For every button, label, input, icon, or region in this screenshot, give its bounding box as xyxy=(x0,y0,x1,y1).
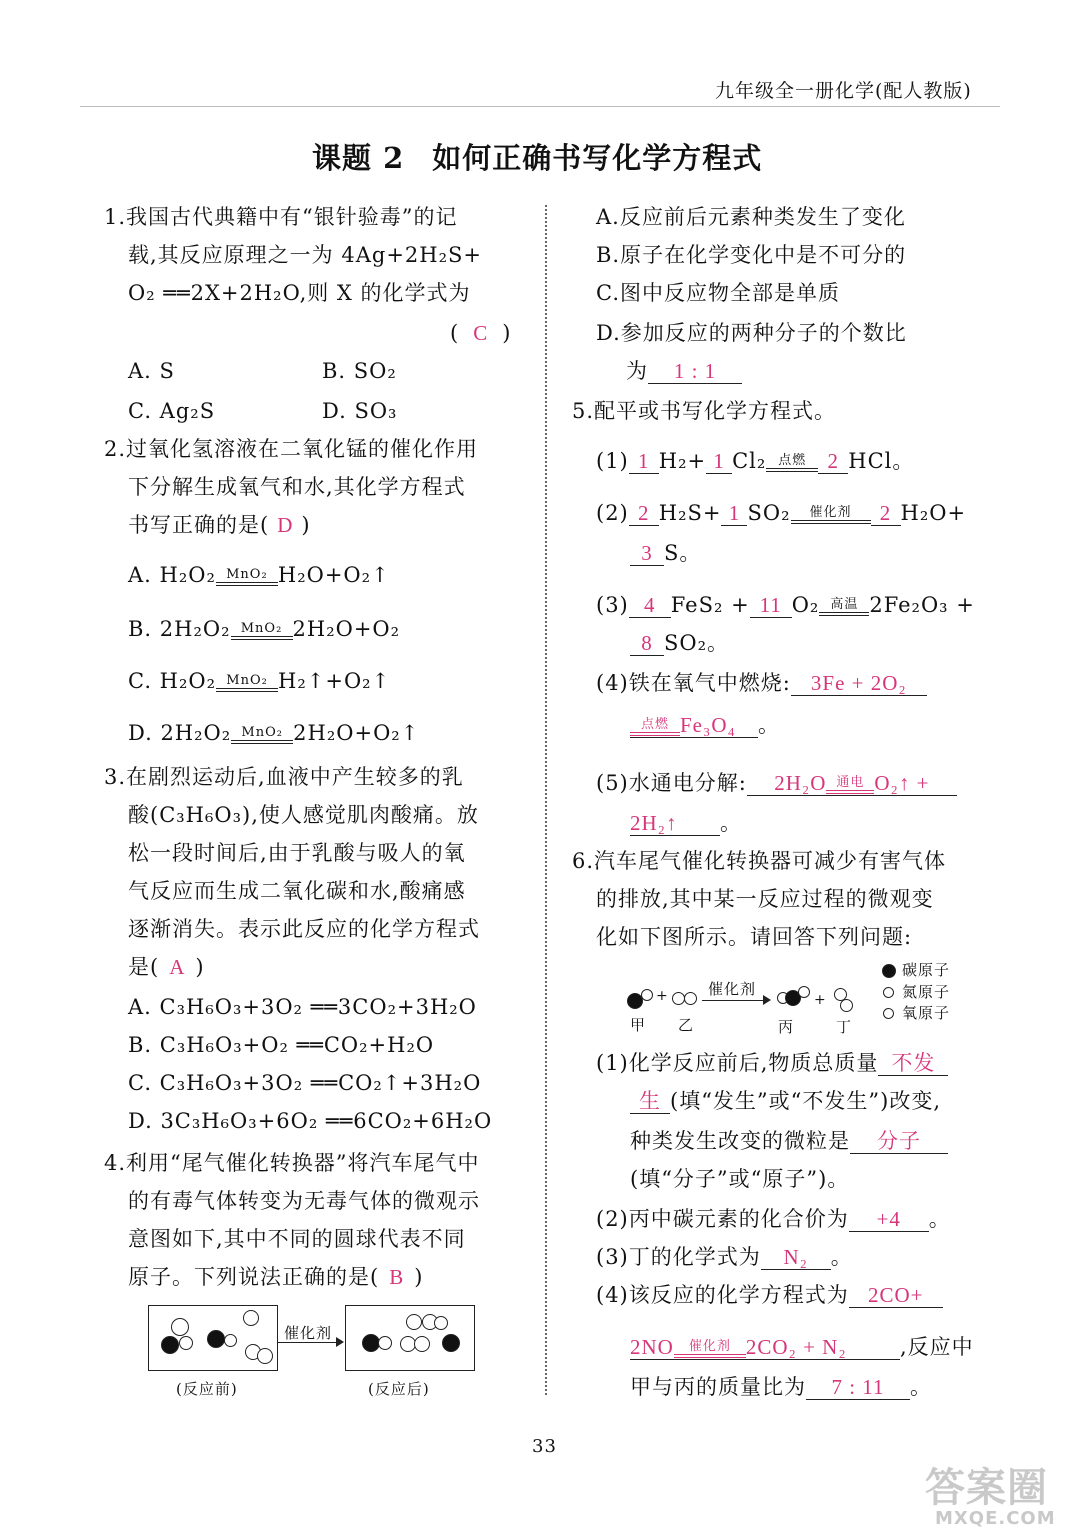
watermark-site: MXQE.COM xyxy=(935,1508,1056,1529)
q1-option: C. Ag₂S xyxy=(128,399,216,423)
q6-part1-cont: (填“分子”或“原子”)。 xyxy=(630,1167,850,1191)
q5-stem: 5.配平或书写化学方程式。 xyxy=(572,399,837,423)
q1-line: O₂ ══2X+2H₂O,则 X 的化学式为 xyxy=(128,281,471,305)
q4-option: D.参加反应的两种分子的个数比 xyxy=(596,321,907,345)
q5-part2: (2) 2 H₂S+ 1 SO₂ 催化剂 2 H₂O+ xyxy=(596,501,967,525)
q6-line: 6.汽车尾气催化转换器可减少有害气体 xyxy=(572,849,947,873)
q6-part4: (4)该反应的化学方程式为 2CO+ xyxy=(596,1280,943,1310)
q1-line: 载,其反应原理之一为 4Ag+2H₂S+ xyxy=(128,243,482,267)
q2-line: 书写正确的是( D ) xyxy=(128,513,311,537)
q6-line: 化如下图所示。请回答下列问题: xyxy=(596,925,913,949)
q4-option: A.反应前后元素种类发生了变化 xyxy=(596,205,906,229)
book-header: 九年级全一册化学(配人教版) xyxy=(715,80,972,102)
q6-part4-cont: 2NO 催化剂 2CO₂ + N₂ ,反应中 xyxy=(630,1335,974,1359)
q3-line: 逐渐消失。表示此反应的化学方程式 xyxy=(128,917,480,941)
q5-part4: (4)铁在氧气中燃烧: 3Fe + 2O₂ xyxy=(596,668,927,698)
q4-before-box xyxy=(148,1305,278,1371)
page-title xyxy=(312,140,762,176)
page-number: 33 xyxy=(532,1436,557,1457)
q1-option: D. SO₃ xyxy=(322,399,398,423)
q3-line: 松一段时间后,由于乳酸与吸人的氧 xyxy=(128,841,466,865)
q4-line: 4.利用“尾气催化转换器”将汽车尾气中 xyxy=(104,1151,480,1175)
q2-option-c: C. H₂O₂ MnO₂ H₂↑+O₂↑ xyxy=(128,669,391,693)
q6-part2: (2)丙中碳元素的化合价为 +4 。 xyxy=(596,1207,951,1231)
q2-option-a: A. H₂O₂ MnO₂ H₂O+O₂↑ xyxy=(128,563,390,587)
q6-line: 的排放,其中某一反应过程的微观变 xyxy=(596,887,934,911)
q6-part3: (3)丁的化学式为 N₂ 。 xyxy=(596,1245,853,1269)
q3-option: B. C₃H₆O₃+O₂ ══CO₂+H₂O xyxy=(128,1033,435,1057)
q5-part3: (3) 4 FeS₂ + 11 O₂ 高温 2Fe₂O₃ + xyxy=(596,593,975,617)
q4-after-label: (反应后) xyxy=(368,1380,430,1398)
q4-line: 的有毒气体转变为无毒气体的微观示 xyxy=(128,1189,480,1213)
q2-line: 2.过氧化氢溶液在二氧化锰的催化作用 xyxy=(104,437,479,461)
q3-line: 是( A ) xyxy=(128,955,205,979)
q3-line: 气反应而生成二氧化碳和水,酸痛感 xyxy=(128,879,466,903)
column-separator xyxy=(545,205,547,1395)
q2-option-b: B. 2H₂O₂ MnO₂ 2H₂O+O₂ xyxy=(128,617,401,641)
q4-before-label: (反应前) xyxy=(176,1380,238,1398)
q6-part4-cont: 甲与丙的质量比为 7 : 11 。 xyxy=(630,1375,932,1399)
q3-line: 酸(C₃H₆O₃),使人感觉肌肉酸痛。放 xyxy=(128,803,479,827)
q6-part1-cont: 生 (填“发生”或“不发生”)改变, xyxy=(630,1086,941,1116)
q6-part1: (1)化学反应前后,物质总质量 不发 xyxy=(596,1048,948,1078)
q4-arrow-head xyxy=(336,1337,344,1347)
q4-option: B.原子在化学变化中是不可分的 xyxy=(596,243,907,267)
q3-option: D. 3C₃H₆O₃+6O₂ ══6CO₂+6H₂O xyxy=(128,1109,493,1133)
watermark: 答案圈 xyxy=(925,1465,1048,1511)
q4-arrow-label: 催化剂 xyxy=(284,1324,333,1342)
q4-option: C.图中反应物全部是单质 xyxy=(596,281,840,305)
q3-line: 3.在剧烈运动后,血液中产生较多的乳 xyxy=(104,765,464,789)
q4-line: 意图如下,其中不同的圆球代表不同 xyxy=(128,1227,466,1251)
q5-part2-cont: 3 S。 xyxy=(630,538,701,568)
q6-part1-cont: 种类发生改变的微粒是 分子 xyxy=(630,1126,948,1156)
q1-option: B. SO₂ xyxy=(322,359,397,383)
q5-part3-cont: 8 SO₂。 xyxy=(630,628,729,658)
q5-part1: (1) 1 H₂+ 1 Cl₂ 点燃 2 HCl。 xyxy=(596,449,915,473)
q2-line: 下分解生成氧气和水,其化学方程式 xyxy=(128,475,466,499)
q3-option: C. C₃H₆O₃+3O₂ ══CO₂↑+3H₂O xyxy=(128,1071,482,1095)
q5-part5-cont: 2H₂↑ 。 xyxy=(630,811,742,835)
q1-answer: ( C ) xyxy=(450,321,512,345)
q3-option: A. C₃H₆O₃+3O₂ ══3CO₂+3H₂O xyxy=(128,995,477,1019)
q1-line: 1.我国古代典籍中有“银针验毒”的记 xyxy=(104,205,458,229)
title-label: 课题 2 xyxy=(312,141,405,175)
q4-after-box xyxy=(345,1305,475,1371)
q1-option: A. S xyxy=(128,359,175,383)
q4-option-d-cont: 为 1 : 1 xyxy=(626,356,742,386)
header-rule xyxy=(80,106,1000,107)
q6-arrow-label: 催化剂 xyxy=(708,980,757,998)
title-text: 如何正确书写化学方程式 xyxy=(432,141,763,175)
q4-line: 原子。下列说法正确的是( B ) xyxy=(128,1265,424,1289)
q2-option-d: D. 2H₂O₂ MnO₂ 2H₂O+O₂↑ xyxy=(128,721,420,745)
q5-part4-cont: 点燃 Fe₃O₄ 。 xyxy=(630,710,780,740)
q4-arrow xyxy=(278,1342,340,1343)
q5-part5: (5)水通电分解: 2H₂O 通电 O₂↑ + xyxy=(596,768,957,798)
